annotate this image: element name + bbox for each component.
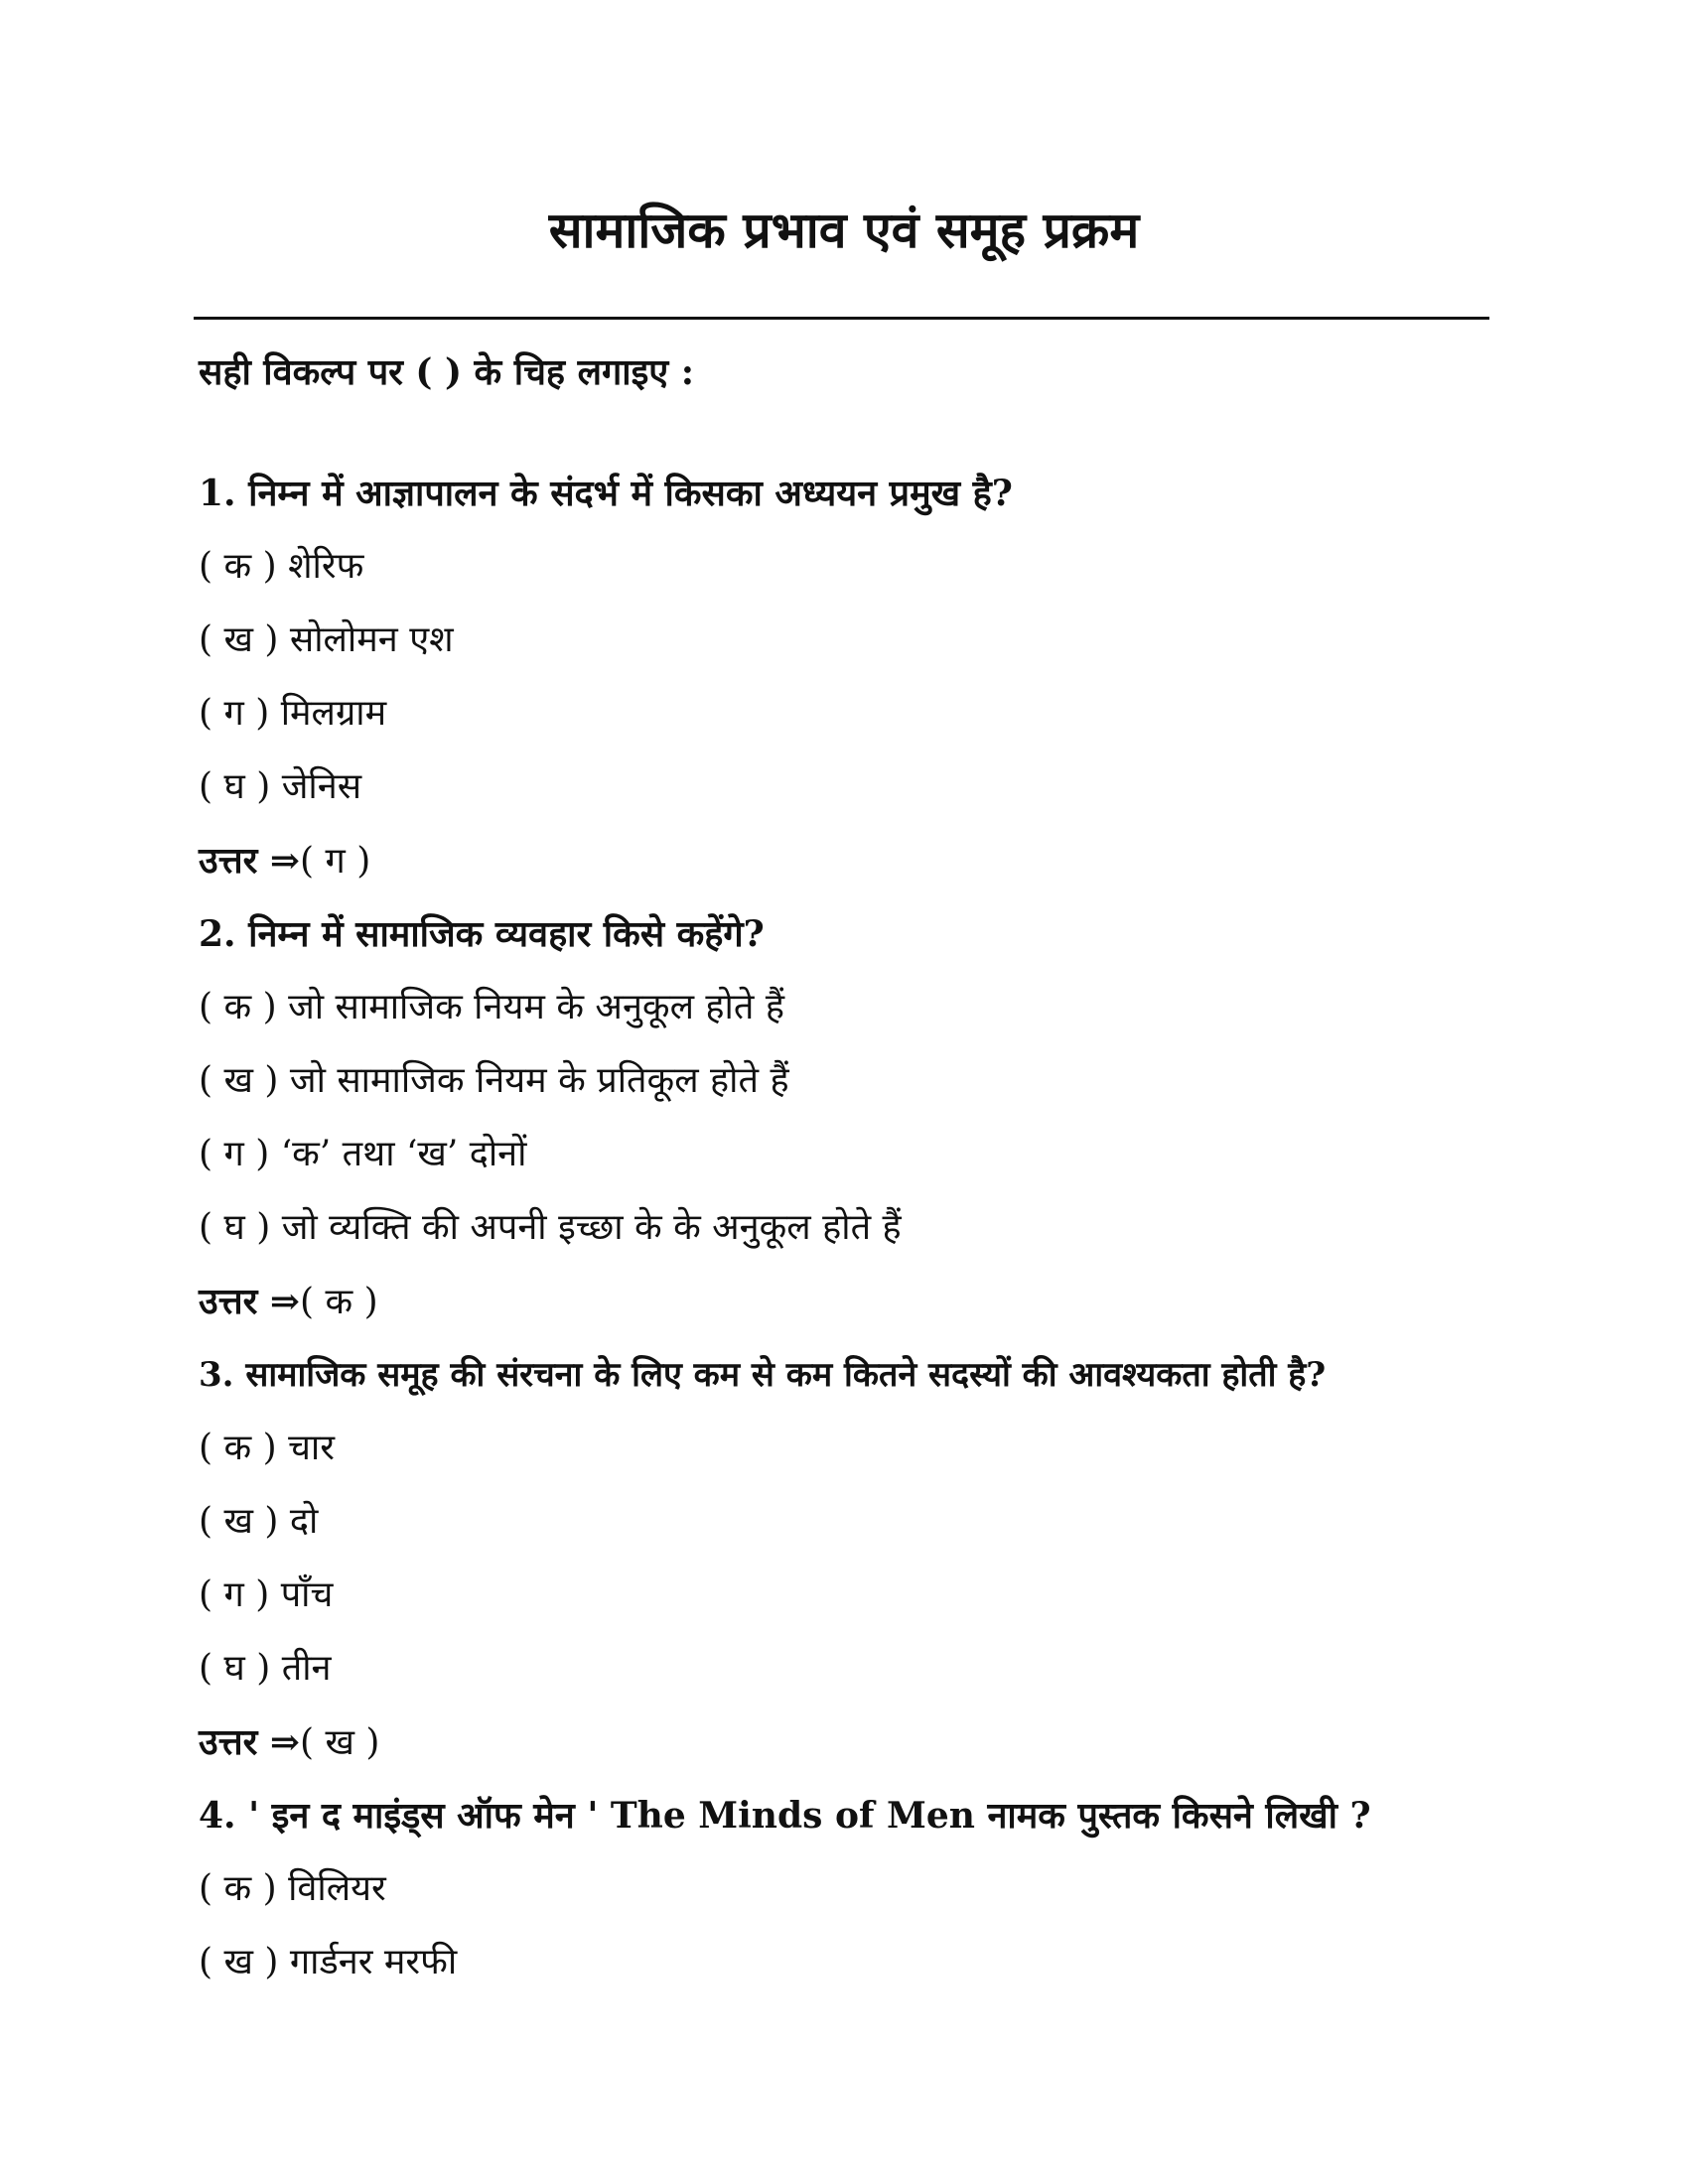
question-3-option-c: ( ग ) पाँच xyxy=(199,1574,334,1615)
answer-value: ( क ) xyxy=(300,1282,378,1322)
question-3-option-b: ( ख ) दो xyxy=(199,1501,319,1542)
question-list xyxy=(199,457,1509,1999)
question-2-text: 2. निम्न में सामाजिक व्यवहार किसे कहेंगे? xyxy=(199,913,765,955)
question-1-option-a: ( क ) शेरिफ xyxy=(199,546,364,587)
answer-value: ( ख ) xyxy=(300,1722,380,1763)
answer-label: उत्तर ⇒ xyxy=(199,840,301,882)
question-4-option-a: ( क ) विलियर xyxy=(199,1868,386,1909)
question-1-answer xyxy=(199,824,1509,897)
question-1-option-c: ( ग ) मिलग्राम xyxy=(199,693,387,734)
instruction-text: सही विकल्प पर ( ) के चिह लगाइए : xyxy=(199,351,694,393)
question-1-option-b: ( ख ) सोलोमन एश xyxy=(199,619,454,660)
answer-value: ( ग ) xyxy=(300,841,371,882)
question-2-option-c: ( ग ) ‘क’ तथा ‘ख’ दोनों xyxy=(199,1134,527,1174)
question-2-option-a: ( क ) जो सामाजिक नियम के अनुकूल होते हैं xyxy=(199,987,784,1027)
question-1-option-d: ( घ ) जेनिस xyxy=(199,766,362,807)
answer-label: उत्तर ⇒ xyxy=(199,1281,301,1322)
question-3-text: 3. सामाजिक समूह की संरचना के लिए कम से कम कितने सदस्यों की आवश्यकता होती है? xyxy=(199,1355,1327,1395)
answer-label: उत्तर ⇒ xyxy=(199,1721,301,1763)
question-4-option-b: ( ख ) गार्डनर मरफी xyxy=(199,1942,458,1982)
question-3-option-a: ( क ) चार xyxy=(199,1428,335,1468)
question-3-answer xyxy=(199,1706,1509,1779)
question-2-answer xyxy=(199,1265,1509,1338)
title-divider xyxy=(194,317,1489,320)
question-1-text: 1. निम्न में आज्ञापालन के संदर्भ में किसका अध्ययन प्रमुख है? xyxy=(199,473,1013,514)
question-3-option-d: ( घ ) तीन xyxy=(199,1648,332,1689)
page-title: सामाजिक प्रभाव एवं समूह प्रक्रम xyxy=(548,201,1140,259)
question-4-text: 4. ' इन द माइंड्स ऑफ मेन ' The Minds of Men नामक पुस्तक किसने लिखी ? xyxy=(199,1795,1371,1837)
question-2-option-b: ( ख ) जो सामाजिक नियम के प्रतिकूल होते हैं xyxy=(199,1060,789,1101)
question-2-option-d: ( घ ) जो व्यक्ति की अपनी इच्छा के के अनुकूल होते हैं xyxy=(199,1207,902,1248)
